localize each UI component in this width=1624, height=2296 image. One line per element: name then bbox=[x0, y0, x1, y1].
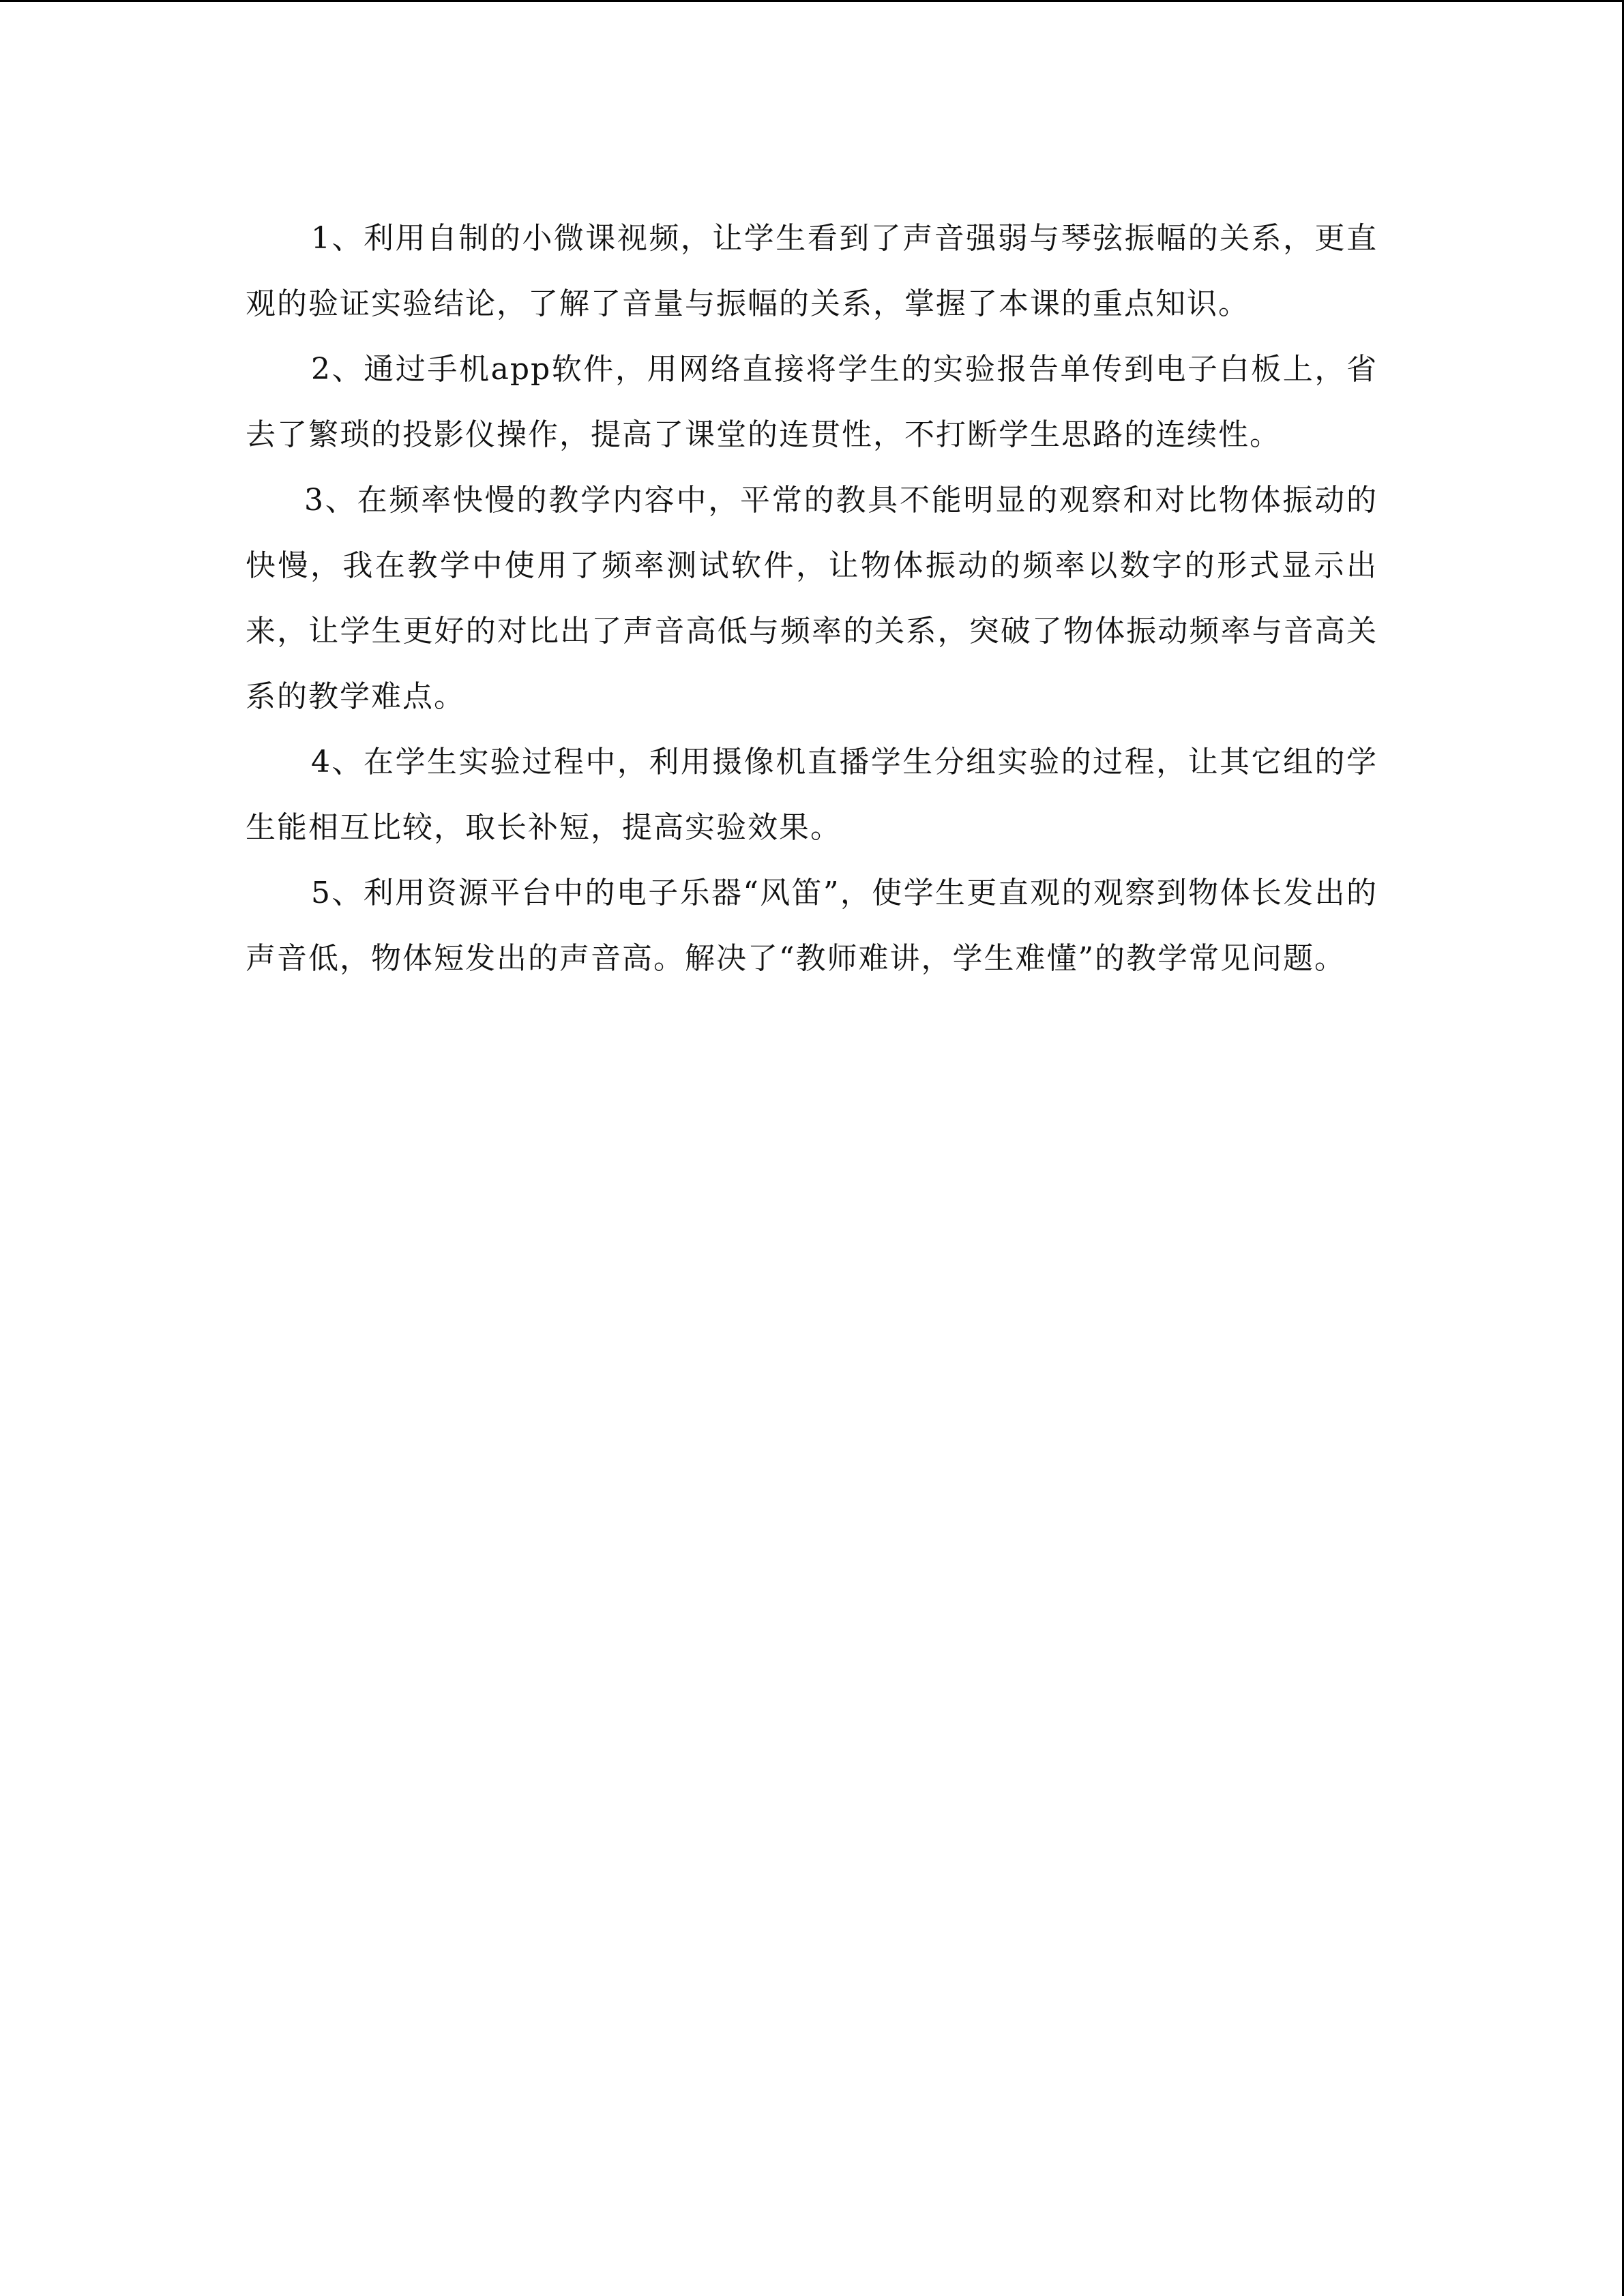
paragraph-3: 3、在频率快慢的教学内容中，平常的教具不能明显的观察和对比物体振动的快慢，我在教学中使用了频率测试软件，让物体振动的频率以数字的形式显示出来，让学生更好的对比出了声音高低与频率的关系，突破了物体振动频率与音高关系的教学难点。 bbox=[246, 483, 1378, 714]
document-body bbox=[246, 206, 1378, 992]
paragraph-2: 2、通过手机app软件，用网络直接将学生的实验报告单传到电子白板上，省去了繁琐的投影仪操作，提高了课堂的连贯性，不打断学生思路的连续性。 bbox=[246, 352, 1378, 452]
paragraph-5: 5、利用资源平台中的电子乐器“风笛”，使学生更直观的观察到物体长发出的声音低，物体短发出的声音高。解决了“教师难讲，学生难懂”的教学常见问题。 bbox=[246, 876, 1378, 976]
paragraph-4: 4、在学生实验过程中，利用摄像机直播学生分组实验的过程，让其它组的学生能相互比较，取长补短，提高实验效果。 bbox=[246, 745, 1378, 845]
paragraph-1: 1、利用自制的小微课视频，让学生看到了声音强弱与琴弦振幅的关系，更直观的验证实验结论，了解了音量与振幅的关系，掌握了本课的重点知识。 bbox=[246, 221, 1378, 321]
page-border-top bbox=[0, 0, 1624, 2]
